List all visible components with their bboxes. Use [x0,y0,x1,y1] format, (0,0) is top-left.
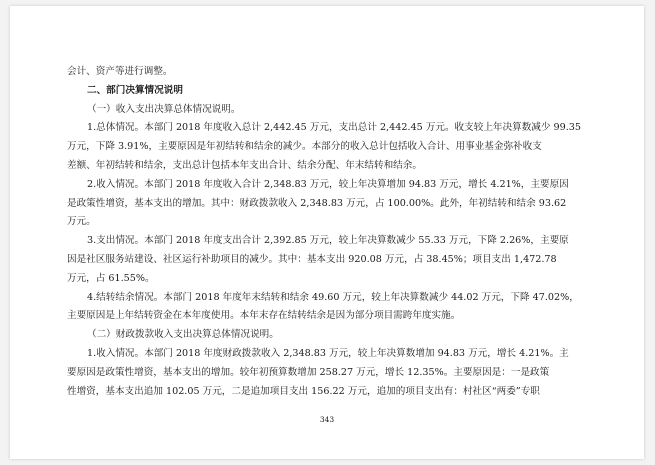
text-line: 会计、资产等进行调整。 [67,66,173,77]
text-line: 主要原因是上年结转资金在本年度使用。本年末存在结转结余是因为部分项目需跨年度实施。 [67,310,461,322]
page-number: 343 [319,415,335,424]
text-line: 要原因是政策性增资，基本支出的增加。较年初预算数增加 258.27 万元，增长 12.35%。主要原因是：一是政策 [67,366,550,378]
document-page [10,6,644,459]
text-line: 万元，占 61.55%。 [67,272,155,284]
text-line: 差额、年初结转和结余，支出总计包括本年支出合计、结余分配、年末结转和结余。 [67,159,422,171]
page-body [67,63,607,401]
text-line: 是政策性增资，基本支出的增加。其中：财政拨款收入 2,348.83 万元，占 100.00%。此外，年初结转和结余 93.62 [67,197,567,209]
text-line: 3.支出情况。本部门 2018 年度支出合计 2,392.85 万元，较上年决算数减少 55.33 万元，下降 2.26%，主要原 [87,235,569,247]
text-line: 1.收入情况。本部门 2018 年度财政拨款收入 2,348.83 万元，较上年决算数增加 94.83 万元，增长 4.21%。主 [87,347,569,359]
text-line: 因是社区服务站建设、社区运行补助项目的减少。其中：基本支出 920.08 万元，占 38.45%；项目支出 1,472.78 [67,253,557,265]
text-line: 4.结转结余情况。本部门 2018 年度年末结转和结余 49.60 万元，较上年决算数减少 44.02 万元，下降 47.02%， [87,291,579,303]
text-line: 1.总体情况。本部门 2018 年度收入总计 2,442.45 万元，支出总计 2,442.45 万元。收支较上年决算数减少 99.35 [87,122,582,134]
text-line: 性增资，基本支出追加 102.05 万元，二是追加项目支出 156.22 万元，追加的项目支出有：村社区“两委”专职 [67,385,540,397]
subsection-heading: （一）收入支出决算总体情况说明。 [87,103,241,115]
text-line: 万元，下降 3.91%，主要原因是年初结转和结余的减少。本部分的收入总计包括收入合计、用事业基金弥补收支 [67,141,542,153]
subsection-heading: （二）财政拨款收入支出决算总体情况说明。 [87,329,279,341]
text-line: 2.收入情况。本部门 2018 年度收入合计 2,348.83 万元，较上年决算增加 94.83 万元，增长 4.21%，主要原因 [87,178,569,190]
section-heading: 二、部门决算情况说明 [87,84,183,96]
text-line: 万元。 [67,216,96,228]
